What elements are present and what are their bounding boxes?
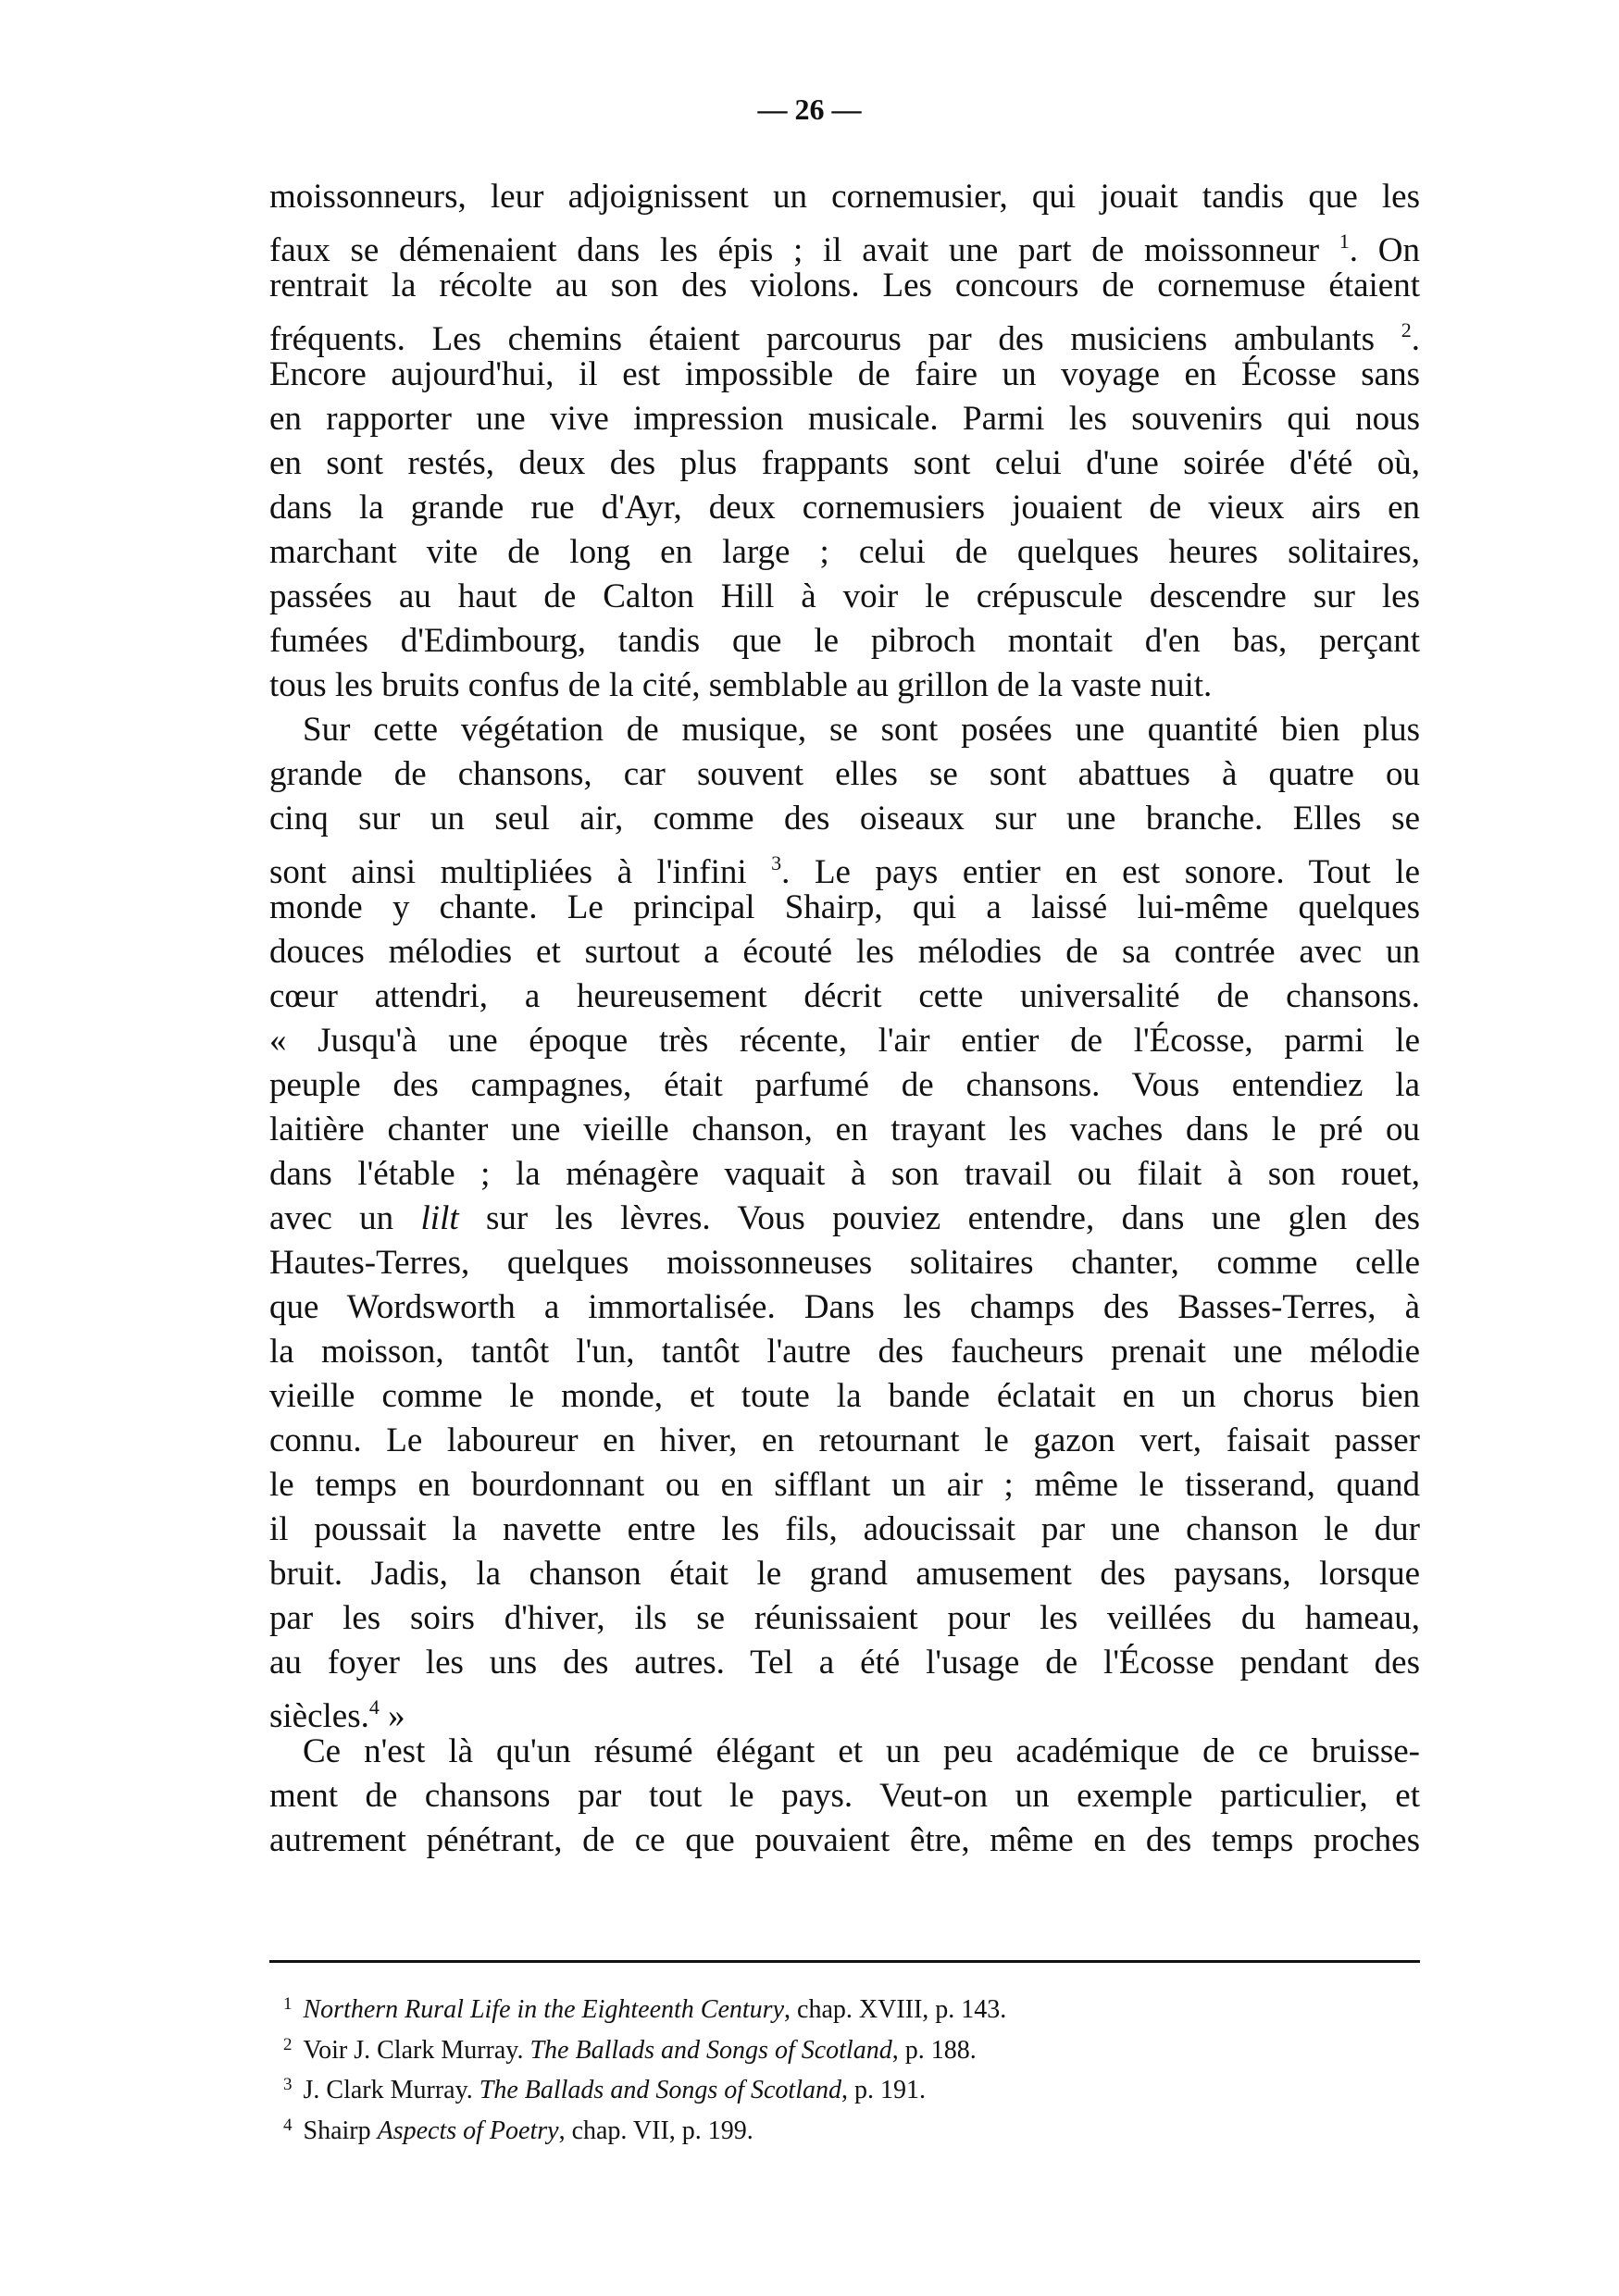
text-run: » [379,1697,405,1735]
text-run: cinq sur un seul air, comme des oiseaux sur une branche. Elles se [269,800,1420,838]
text-line [269,841,1420,891]
text-line [269,1596,1420,1641]
text-run: autrement pénétrant, de ce que pouvaient être, même en des temps proches [269,1821,1420,1859]
text-line [269,1152,1420,1197]
footnote-divider [269,1960,1420,1963]
footnote-pre: Shairp [303,2116,378,2145]
text-run: Ce n'est là qu'un résumé élégant et un peu académique de ce bruisse- [303,1732,1420,1770]
text-line [269,1552,1420,1596]
text-run: la moisson, tantôt l'un, tantôt l'autre des faucheurs prenait une mélodie [269,1333,1420,1371]
text-line [269,664,1420,708]
text-run: au foyer les uns des autres. Tel a été l'usage de l'Écosse pendant des [269,1644,1420,1682]
text-run: fréquents. Les chemins étaient parcourus par des musiciens ambulants [269,320,1401,358]
footnote-ref: 3 [771,851,782,875]
text-line [269,1063,1420,1108]
italic-word: lilt [420,1199,459,1237]
text-line [269,1374,1420,1419]
text-run: en sont restés, deux des plus frappants sont celui d'une soirée d'été où, [269,444,1420,482]
text-line [269,1108,1420,1152]
text-line [269,441,1420,486]
footnote-pre: J. Clark Murray. [303,2076,479,2104]
text-run: tous les bruits confus de la cité, semblable au grillon de la vaste nuit. [269,666,1213,704]
text-line [269,1818,1420,1863]
text-run: dans la grande rue d'Ayr, deux cornemusiers jouaient de vieux airs en [269,489,1420,527]
text-line [269,353,1420,397]
text-run: monde y chante. Le principal Shairp, qui a laissé lui-même quelques [269,888,1420,926]
text-run: marchant vite de long en large ; celui de quelques heures solitaires, [269,533,1420,571]
text-run: laitière chanter une vieille chanson, en trayant les vaches dans le pré ou [269,1111,1420,1148]
text-line [269,1197,1420,1241]
text-line [269,619,1420,664]
text-line [269,974,1420,1019]
text-line [269,797,1420,841]
text-run: Sur cette végétation de musique, se sont posées une quantité bien plus [303,711,1420,749]
text-run: fumées d'Edimbourg, tandis que le pibroch montait d'en bas, perçant [269,622,1420,660]
footnote-title: The Ballads and Songs of Scotland [479,2076,841,2104]
text-run: peuple des campagnes, était parfumé de chansons. Vous entendiez la [269,1066,1420,1104]
text-run: le temps en bourdonnant ou en sifflant un air ; même le tisserand, quand [269,1466,1420,1504]
footnote-number: 3 [283,2075,293,2094]
text-line [269,219,1420,269]
text-run: connu. Le laboureur en hiver, en retournant le gazon vert, faisait passer [269,1421,1420,1459]
footnote-title: Aspects of Poetry [377,2116,559,2145]
text-line [269,1641,1420,1685]
text-line [269,1508,1420,1552]
text-line [269,1730,1420,1774]
body-text [269,175,1420,1863]
text-run: avec un [269,1199,421,1237]
text-line [269,1685,1420,1735]
footnote [283,2065,1006,2105]
footnote [283,1984,1006,2025]
text-run: Encore aujourd'hui, il est impossible de faire un voyage en Écosse sans [269,355,1420,393]
text-line [269,175,1420,219]
text-line [269,1241,1420,1285]
text-line [269,575,1420,619]
text-run: vieille comme le monde, et toute la bande éclatait en un chorus bien [269,1377,1420,1415]
footnote-title: The Ballads and Songs of Scotland [529,2035,892,2065]
text-run: . Le pays entier en est sonore. Tout le [781,853,1420,891]
text-run: moissonneurs, leur adjoignissent un cornemusier, qui jouait tandis que les [269,178,1420,216]
footnote-ref: 1 [1339,230,1350,253]
text-line [269,708,1420,752]
text-run: rentrait la récolte au son des violons. Les concours de cornemuse étaient [269,267,1420,304]
footnote-post: , chap. XVIII, p. 143. [784,1995,1007,2024]
text-line [269,930,1420,974]
text-run: que Wordsworth a immortalisée. Dans les champs des Basses-Terres, à [269,1288,1420,1326]
text-line [269,1285,1420,1330]
text-line [269,486,1420,530]
footnote [283,2025,1006,2066]
text-line [269,1463,1420,1508]
text-line [269,1774,1420,1818]
text-run: sur les lèvres. Vous pouviez entendre, dans une glen des [458,1199,1420,1237]
text-line [269,530,1420,575]
text-line [269,752,1420,797]
text-run: ment de chansons par tout le pays. Veut-on un exemple particulier, et [269,1777,1420,1815]
text-run: bruit. Jadis, la chanson était le grand amusement des paysans, lorsque [269,1555,1420,1593]
text-line [269,1019,1420,1063]
footnote-post: , chap. VII, p. 199. [558,2116,753,2145]
footnote-number: 1 [283,1994,293,2014]
footnote-ref: 2 [1401,318,1412,341]
text-run: Hautes-Terres, quelques moissonneuses solitaires chanter, comme celle [269,1244,1420,1282]
footnote [283,2105,1006,2146]
text-run: faux se démenaient dans les épis ; il avait une part de moissonneur [269,231,1339,269]
footnote-number: 4 [283,2115,293,2135]
text-line [269,1330,1420,1374]
text-run: par les soirs d'hiver, ils se réunissaient pour les veillées du hameau, [269,1599,1420,1637]
text-run: douces mélodies et surtout a écouté les mélodies de sa contrée avec un [269,933,1420,971]
text-run: il poussait la navette entre les fils, adoucissait par une chanson le dur [269,1510,1420,1548]
text-line [269,397,1420,441]
text-run: . [1411,320,1420,358]
page-number: — 26 — [757,93,862,126]
text-run: sont ainsi multipliées à l'infini [269,853,772,891]
footnote-number: 2 [283,2034,293,2054]
text-run: en rapporter une vive impression musicale. Parmi les souvenirs qui nous [269,400,1420,438]
footnote-title: Northern Rural Life in the Eighteenth Century [303,1995,785,2024]
text-run: grande de chansons, car souvent elles se sont abattues à quatre ou [269,755,1420,793]
text-line [269,264,1420,308]
text-run: . On [1349,231,1420,269]
text-run: « Jusqu'à une époque très récente, l'air entier de l'Écosse, parmi le [269,1022,1420,1060]
footnote-post: , p. 191. [841,2076,926,2104]
text-line [269,886,1420,930]
text-run: cœur attendri, a heureusement décrit cette universalité de chansons. [269,977,1420,1015]
text-run: passées au haut de Calton Hill à voir le crépuscule descendre sur les [269,577,1420,615]
footnote-pre: Voir J. Clark Murray. [303,2035,530,2065]
text-run: dans l'étable ; la ménagère vaquait à son travail ou filait à son rouet, [269,1155,1420,1193]
footnotes [283,1984,1006,2145]
footnote-post: , p. 188. [891,2035,977,2065]
footnote-ref: 4 [368,1695,380,1719]
text-line [269,1419,1420,1463]
text-run: siècles. [269,1697,369,1735]
text-line [269,308,1420,358]
